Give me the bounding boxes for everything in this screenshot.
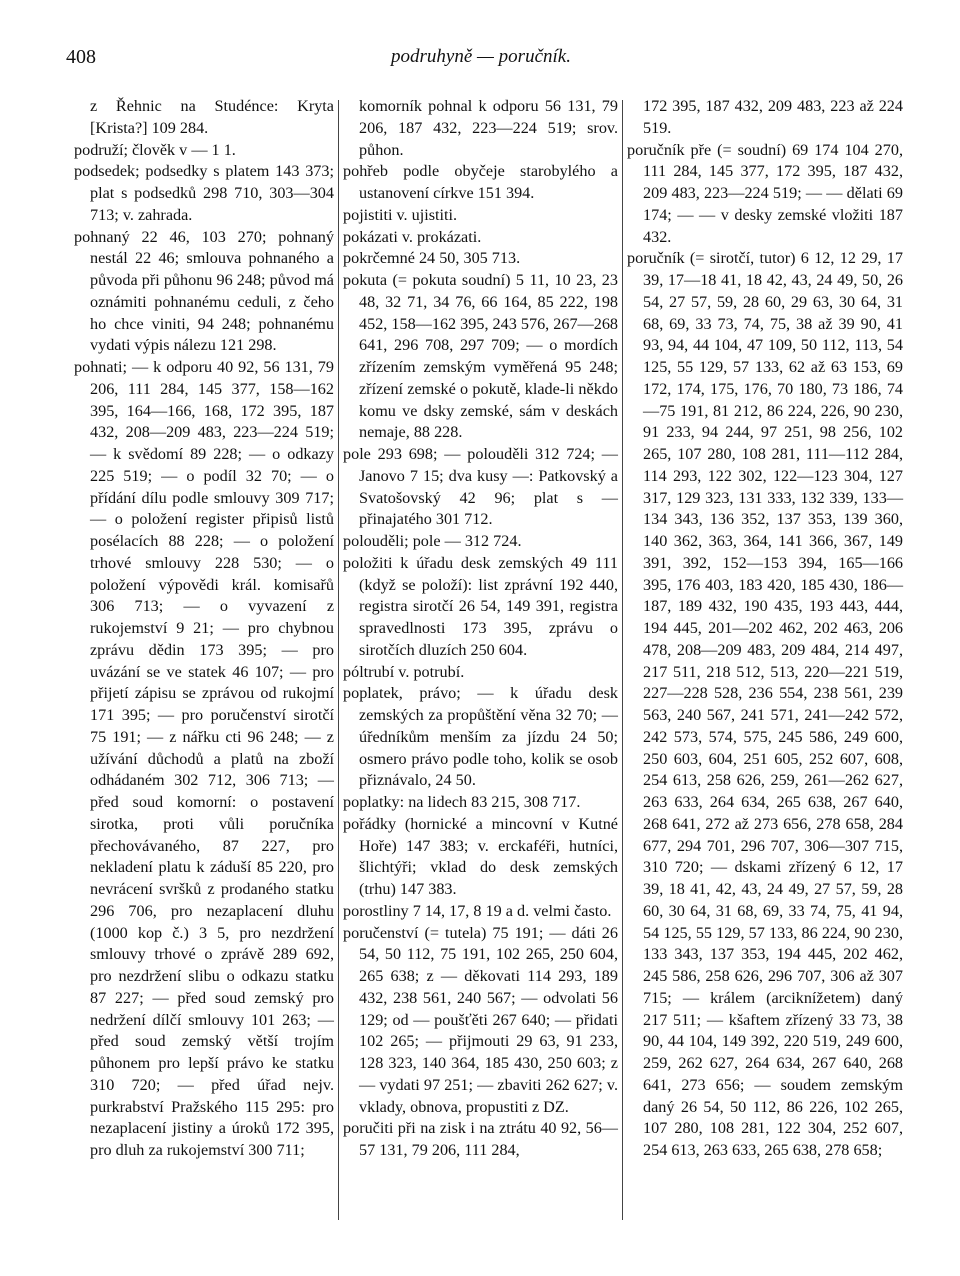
index-entry: pohnati; — k odporu 40 92, 56 131, 79 206, 111 284, 145 377, 158—162 395, 164—166, 168, 172 395, 187 432, 208—209 483, 223—224 519; — k svědomí 89 228; — o odkazy 225 519; — o podíl 32 70; — o přídání dílu podle smlouvy 309 717; — o položení register připisů listů posélacích 88 228; — o položení trhové smlouvy 228 530; — o položení výpovědi král. komisařů 306 713; — o vyvazení z rukojemství 9 21; — pro chybnou zprávu dědin 173 395; — pro uvázání se ve statek 46 107; — pro přijetí zápisu se zprávou od rukojmí 171 395; — pro poručenství sirotčí 75 191; — z nářku cti 96 248; — z užívání důchodů a platů na zboží odhádaném 302 712, 306 713; — před soud komorní: o postavení sirotka, proti vůli poručníka přechovávaného, 87 227, pro nekladení platu k záduší 85 220, pro nevrácení svršků z prodaného statku 296 706, pro nezaplacení dluhu (1000 kop č.) 3 5, pro nezdržení smlouvy trhové o zprávě 289 692, pro nezdržení slibu o odkazu statku 87 227; — před soud zemský pro nedržení dílčí smlouvy 101 263; — před soud zemský větší trojím půhonem pro lepší právo ke statku 310 720; — před úřad nejv. purkrabství Pražského 115 295: pro nezaplacení jistiny a úroků 172 395, pro dluh za rukojemství 300 711; [74, 358, 334, 1159]
index-entry: pokázati v. prokázati. [343, 227, 482, 246]
index-entry: poručenství (= tutela) 75 191; — dáti 26 54, 50 112, 75 191, 102 265, 250 604, 265 638; z — děkovati 114 293, 189 432, 238 561, 240 567; — odvolati 56 129; od — poušťěti 267 640; — přidati 102 265; — přijmouti 29 63, 91 233, 128 323, 140 364, 185 430, 250 603; z — vydati 97 251; — zbaviti 262 627; v. vklady, obnova, propustiti z DZ. [343, 923, 618, 1116]
index-entry: pokuta (= pokuta soudní) 5 11, 10 23, 23 48, 32 71, 34 76, 66 164, 85 222, 198 452, 158—162 395, 243 576, 267—268 641, 296 708, 297 709; — o mordích zřízením zemským vyměřená 95 248; zřízení zemské o pokutě, klade-li někdo komu ve dsky zemské, sám v deskách nemaje, 88 228. [343, 271, 618, 442]
index-entry-continuation: komorník pohnal k odporu 56 131, 79 206, 187 432, 223—224 519; srov. půhon. [359, 97, 618, 159]
index-entry: polouděli; pole — 312 724. [343, 532, 522, 550]
page-number: 408 [66, 46, 96, 68]
index-entry: poručník (= sirotčí, tutor) 6 12, 12 29, 17 39, 17—18 41, 18 42, 43, 24 49, 50, 26 54, 27 57, 59, 28 60, 29 63, 30 64, 31 68, 69, 33 73, 74, 75, 38 až 39 90, 41 93, 94, 44 104, 47 109, 50 112, 113, 54 125, 55 129, 57 133, 62 až 63 153, 69 172, 174, 175, 176, 70 180, 73 186, 74—75 191, 81 212, 86 224, 226, 90 230, 91 233, 94 244, 97 251, 98 256, 102 265, 107 280, 108 281, 111—112 284, 114 293, 122 302, 122—123 304, 127 317, 129 323, 131 333, 132 339, 133—134 343, 136 352, 137 353, 139 360, 140 362, 363, 364, 141 366, 367, 149 391, 392, 152—153 394, 165—166 395, 176 403, 183 420, 185 430, 186—187, 189 432, 190 435, 193 443, 444, 194 445, 201—202 462, 202 463, 206 478, 208—209 483, 209 484, 214 497, 217 511, 218 512, 513, 220—221 519, 227—228 528, 236 554, 238 561, 239 563, 240 567, 241 571, 241—242 572, 242 573, 574, 575, 245 586, 249 600, 250 603, 604, 251 605, 252 607, 608, 254 613, 258 626, 259, 261—262 627, 263 633, 264 634, 265 638, 267 640, 268 641, 272 až 273 656, 278 658, 284 677, 294 701, 296 707, 306—307 715, 310 720; — dskami zřízený 6 12, 17 39, 18 41, 42, 43, 24 49, 27 57, 59, 28 60, 30 64, 31 68, 69, 33 74, 75, 41 94, 54 125, 55 129, 57 133, 86 224, 90 230, 133 343, 137 353, 194 445, 202 462, 245 586, 258 626, 296 707, 306 až 307 715; — králem (arciknížetem) daný 217 511; — kšaftem zřízený 33 73, 38 90, 44 104, 149 392, 220 519, 249 600, 259, 262 627, 264 634, 267 640, 268 641, 273 656; — soudem zemským daný 26 54, 50 112, 86 226, 102 265, 107 280, 108 281, 122 304, 252 607, 254 613, 263 633, 265 638, 278 658; [627, 249, 903, 1159]
index-entry: poplatky: na lidech 83 215, 308 717. [343, 793, 581, 811]
index-entry: pořádky (hornické a mincovní v Kutné Hoře) 147 383; v. erckaféři, hutníci, šlichtýři; vklad do desk zemských (trhu) 147 383. [343, 814, 618, 898]
index-entry: porostliny 7 14, 17, 8 19 a d. velmi často. [343, 901, 612, 920]
index-entry-continuation: z Řehnic na Studénce: Kryta [Krista?] 109 284. [90, 97, 334, 137]
index-column-middle [343, 96, 618, 1162]
index-entry: poplatek, právo; — k úřadu desk zemských za propůštění věna 32 70; — úředníkům menším za jízdu 24 50; osmero právo podle toho, kolik se osob přiznávalo, 24 50. [343, 684, 618, 790]
index-entry: pojistiti v. ujistiti. [343, 205, 458, 224]
index-column-right [627, 96, 903, 1162]
index-entry-continuation: 172 395, 187 432, 209 483, 223 až 224 519. [643, 97, 903, 137]
running-head: podruhyně — poručník. [391, 46, 571, 67]
index-entry: podruží; člověk v — 1 1. [74, 140, 236, 159]
index-entry: položiti k úřadu desk zemských 49 111 (když se položí): list zprávní 192 440, registra sirotčí 26 54, 149 391, registra spravedlnosti 173 395, zprávu o sirotčích dluzích 250 604. [343, 553, 618, 659]
index-entry: pohnaný 22 46, 103 270; pohnaný nestál 22 46; smlouva pohnaného a původa při půhonu 96 248; původ má oznámiti pohnanému ceduli, z čeho ho chce viniti, 94 248; pohnanému vydati výpis nálezu 121 298. [74, 227, 334, 355]
index-entry: pohřeb podle obyčeje starobylého a ustanovení církve 151 394. [343, 162, 618, 202]
index-entry: pole 293 698; — polouděli 312 724; — Janovo 7 15; dva kusy —: Patkovský a Svatošovský 42 96; plat s — přinajatého 301 712. [343, 445, 618, 529]
column-divider [338, 100, 339, 1220]
column-divider [622, 100, 623, 1220]
index-entry: poručník pře (= soudní) 69 174 104 270, 111 284, 145 377, 172 395, 187 432, 209 483, 223—224 519; — — dělati 69 174; — — v desky zemské vložiti 187 432. [627, 140, 903, 246]
index-column-left [74, 96, 334, 1162]
page-header [66, 46, 896, 76]
index-entry: póltrubí v. potrubí. [343, 662, 465, 681]
index-entry: pokrčemné 24 50, 305 713. [343, 249, 521, 268]
index-entry: podsedek; podsedky s platem 143 373; plat s podsedků 298 710, 303—304 713; v. zahrada. [74, 162, 334, 224]
index-entry: poručiti při na zisk i na ztrátu 40 92, 56—57 131, 79 206, 111 284, [343, 1119, 618, 1159]
